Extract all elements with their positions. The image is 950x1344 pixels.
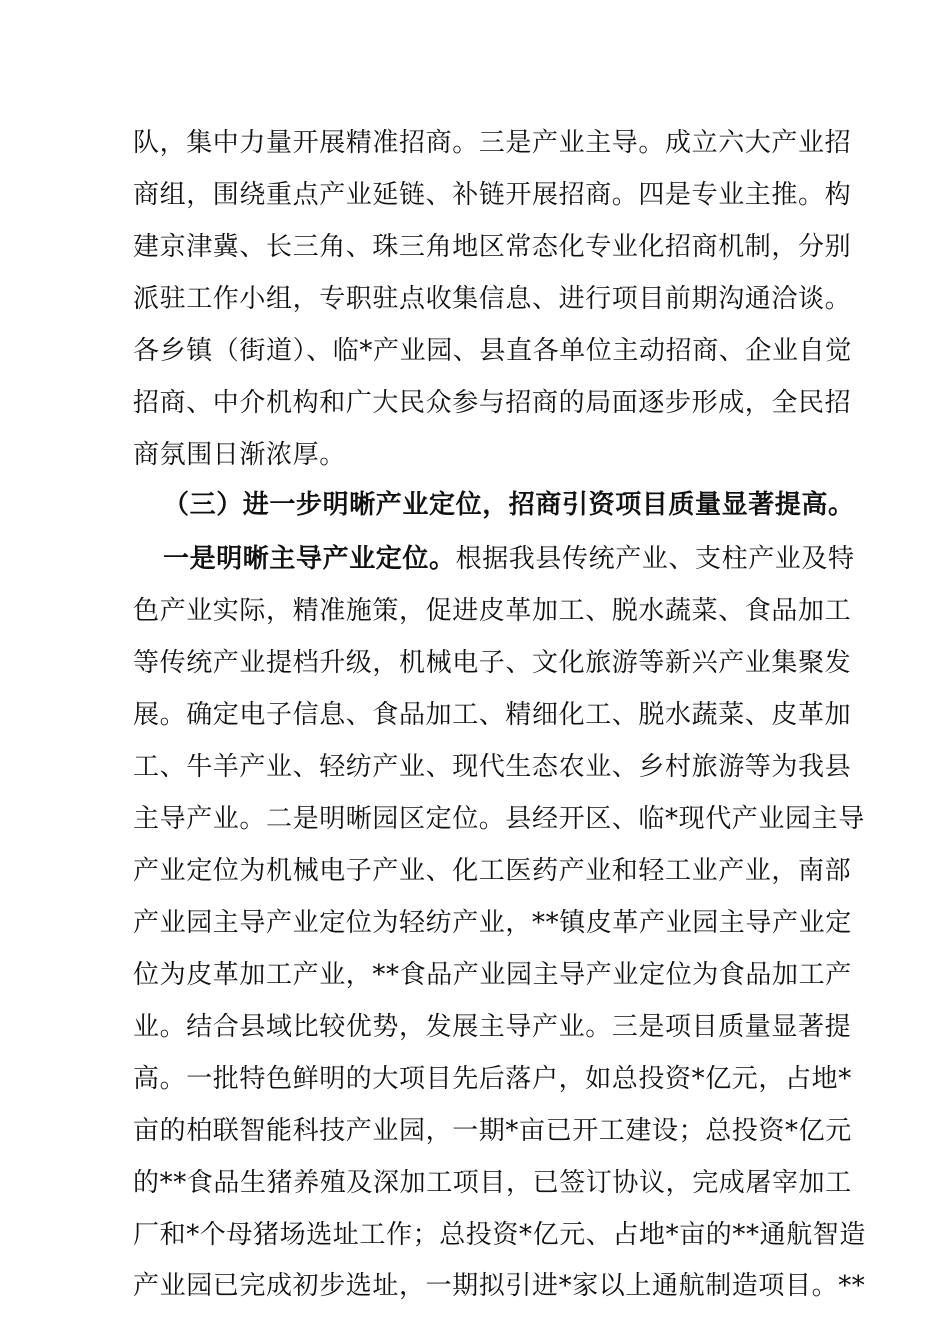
body-text-line: 厂和*个母猪场选址工作；总投资*亿元、占地*亩的**通航智造: [133, 1220, 867, 1250]
body-text-line: 高。一批特色鲜明的大项目先后落户，如总投资*亿元，占地*: [133, 1064, 852, 1094]
body-text-line: 亩的柏联智能科技产业园，一期*亩已开工建设；总投资*亿元: [133, 1116, 852, 1146]
body-text-line: 产业定位为机械电子产业、化工医药产业和轻工业产业，南部: [133, 856, 852, 886]
section-heading: （三）进一步明晰产业定位，招商引资项目质量显著提高。: [163, 490, 855, 520]
body-text-line: 建京津冀、长三角、珠三角地区常态化专业化招商机制，分别: [133, 232, 852, 262]
body-text-line: 色产业实际，精准施策，促进皮革加工、脱水蔬菜、食品加工: [133, 596, 852, 626]
body-text-line: 业。结合县域比较优势，发展主导产业。三是项目质量显著提: [133, 1012, 852, 1042]
body-text-line: 商组，围绕重点产业延链、补链开展招商。四是专业主推。构: [133, 180, 852, 210]
lead-phrase: 一是明晰主导产业定位。: [163, 544, 456, 574]
body-text-line: 的**食品生猪养殖及深加工项目，已签订协议，完成屠宰加工: [133, 1168, 852, 1198]
body-text-line: 队，集中力量开展精准招商。三是产业主导。成立六大产业招: [133, 128, 852, 158]
line-rest: 根据我县传统产业、支柱产业及特: [455, 544, 855, 574]
body-text-line: 等传统产业提档升级，机械电子、文化旅游等新兴产业集聚发: [133, 648, 852, 678]
body-text-line: 派驻工作小组，专职驻点收集信息、进行项目前期沟通洽谈。: [133, 284, 852, 314]
body-text-line: 招商、中介机构和广大民众参与招商的局面逐步形成，全民招: [133, 388, 852, 418]
body-text-line: 产业园已完成初步选址，一期拟引进*家以上通航制造项目。**: [133, 1271, 866, 1301]
body-text-line: 各乡镇（街道）、临*产业园、县直各单位主动招商、企业自觉: [133, 336, 852, 366]
body-text-line: 工、牛羊产业、轻纺产业、现代生态农业、乡村旅游等为我县: [133, 752, 852, 782]
body-text-line: 展。确定电子信息、食品加工、精细化工、脱水蔬菜、皮革加: [133, 700, 852, 730]
body-text-line-first: [163, 539, 855, 579]
body-text-line: 产业园主导产业定位为轻纺产业，**镇皮革产业园主导产业定: [133, 908, 852, 938]
body-text-line: 位为皮革加工产业，**食品产业园主导产业定位为食品加工产: [133, 960, 852, 990]
body-text-line: 主导产业。二是明晰园区定位。县经开区、临*现代产业园主导: [133, 804, 865, 834]
body-text-line: 商氛围日渐浓厚。: [133, 440, 346, 470]
